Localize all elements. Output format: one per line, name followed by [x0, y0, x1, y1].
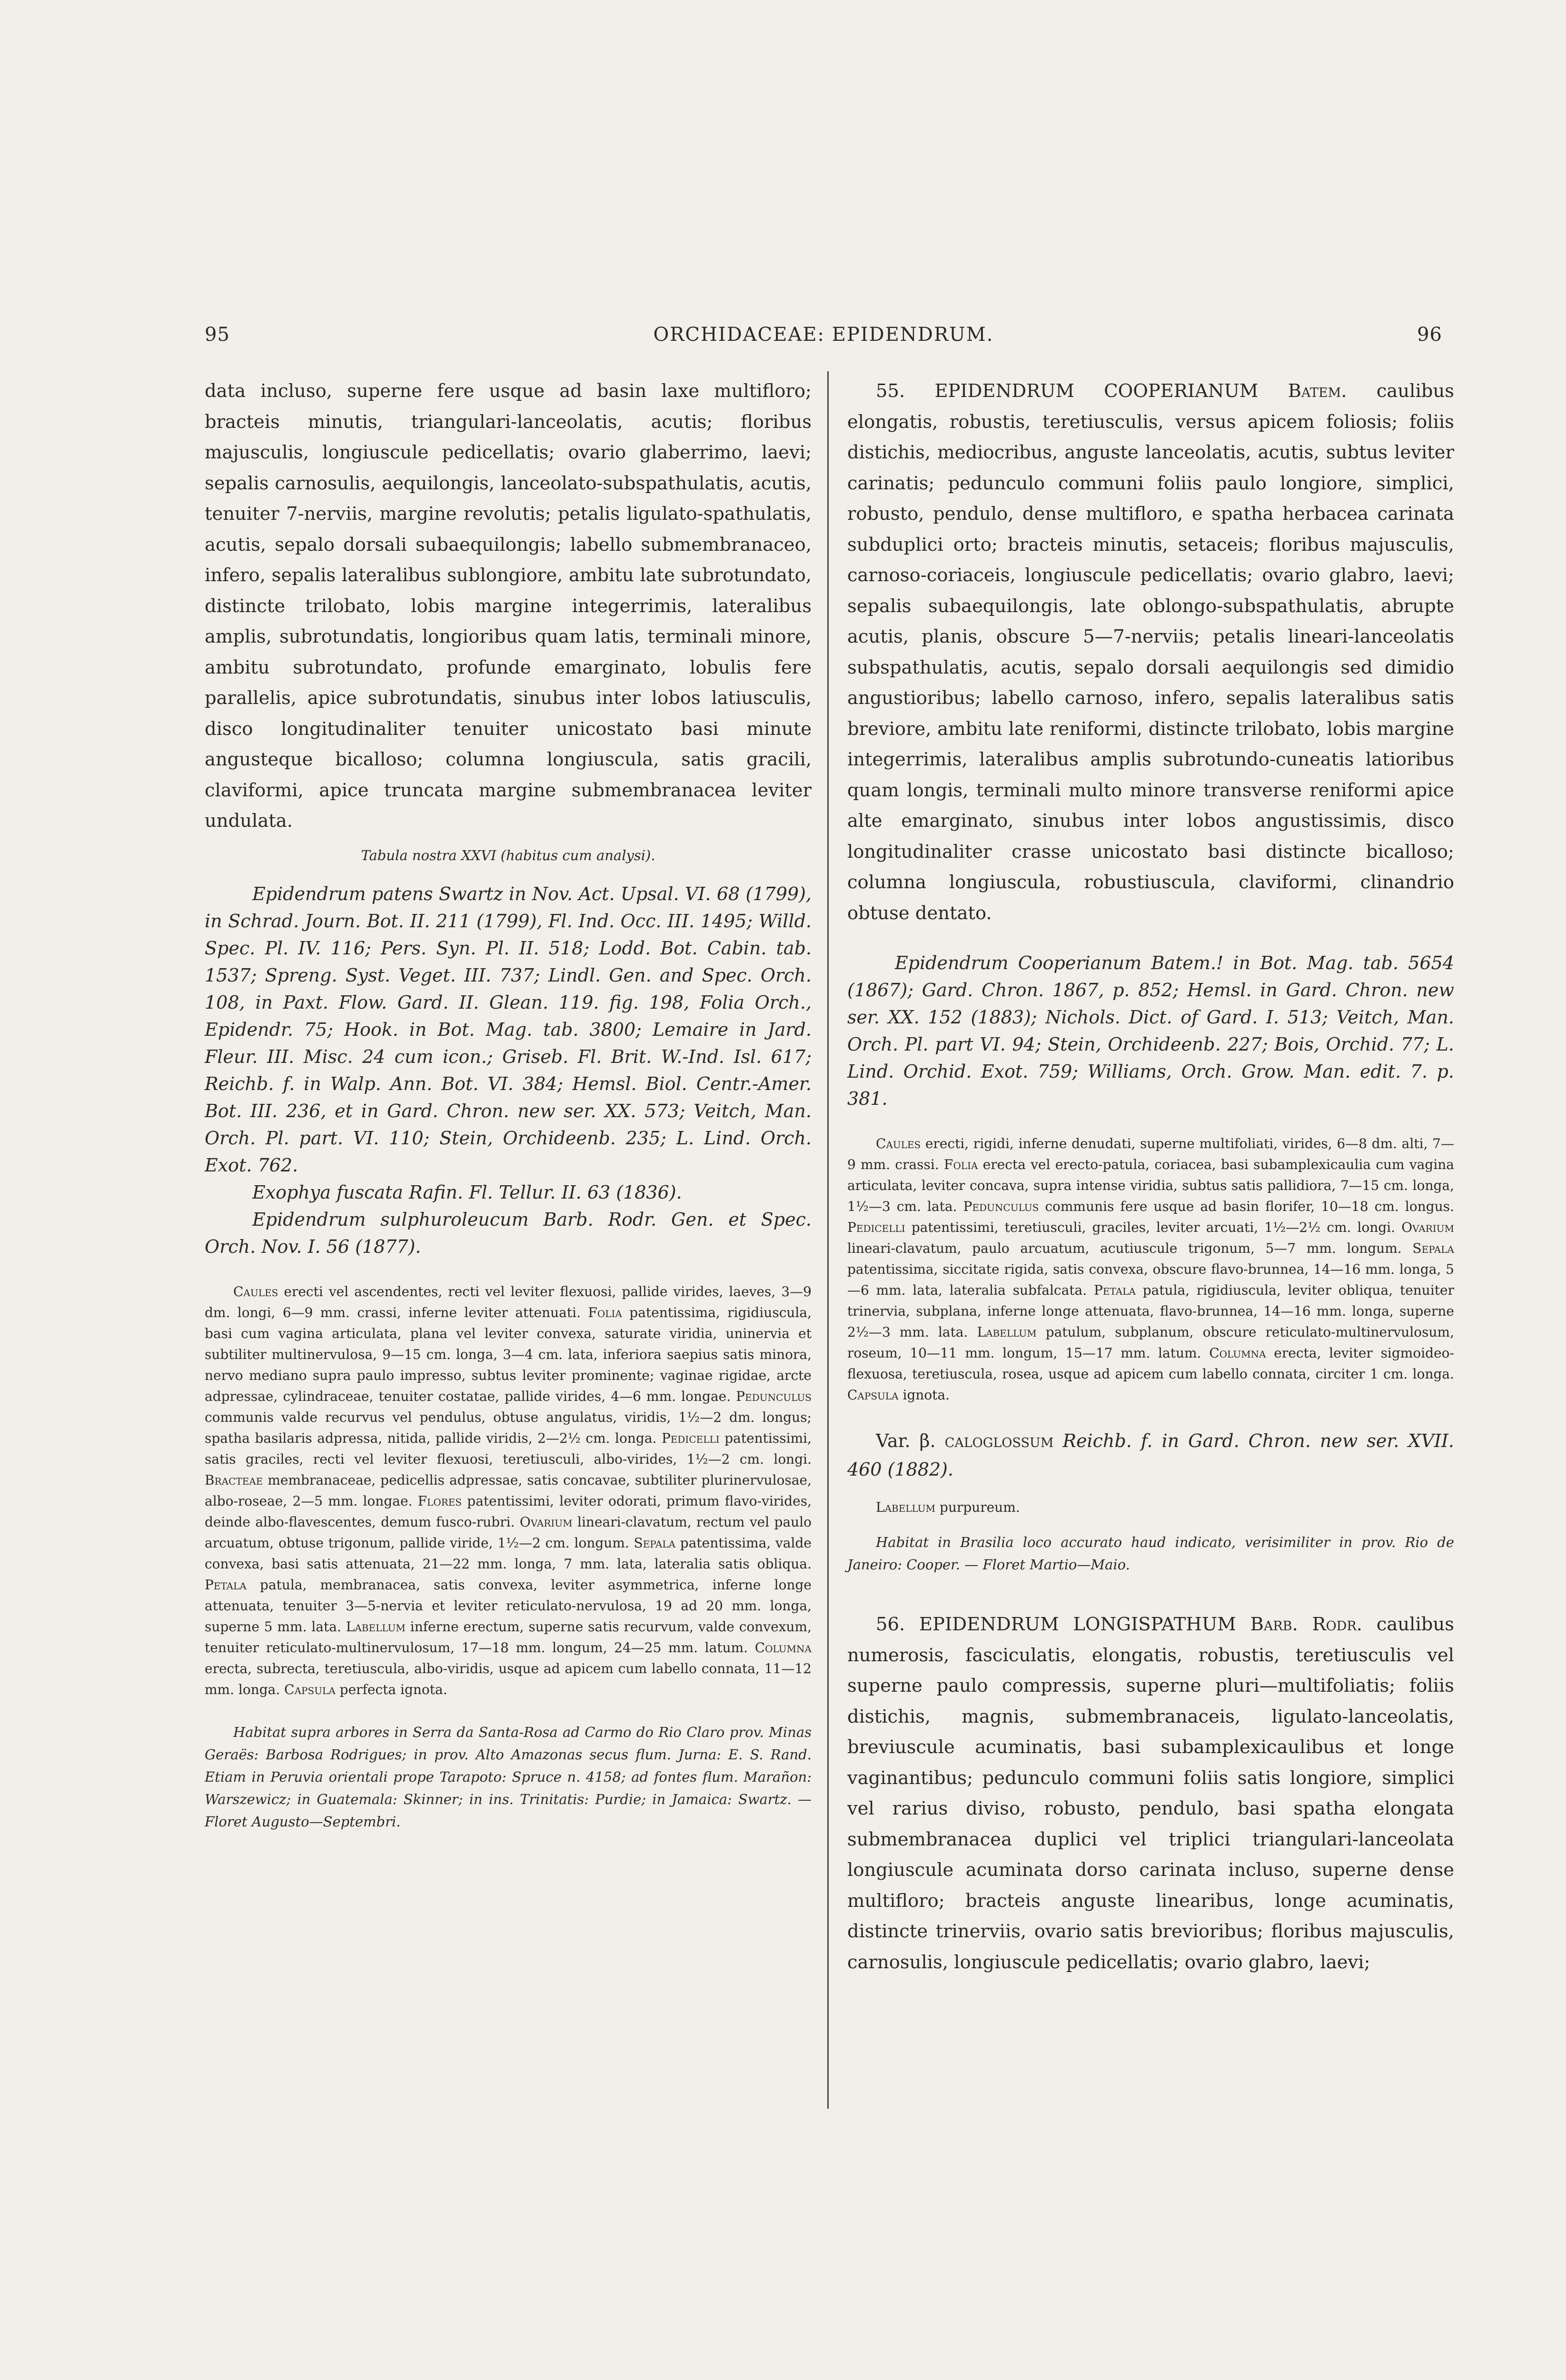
- species-55-description-part-label: Labellum: [977, 1324, 1037, 1340]
- synonymy-citation: Epidendrum patens Swartz in Nov. Act. Upsal. VI. 68 (1799), in Schrad. Journ. Bot. II. 211 (1799), Fl. Ind. Occ. III. 1495; Willd. Spec. Pl. IV. 116; Pers. Syn. Pl. II. 518; Lodd. Bot. Cabin. tab. 1537; Spreng. Syst. Veget. III. 737; Lindl. Gen. and Spec. Orch. 108, in Paxt. Flow. Gard. II. Glean. 119. fig. 198, Folia Orch., Epidendr. 75; Hook. in Bot. Mag. tab. 3800; Lemaire in Jard. Fleur. III. Misc. 24 cum icon.; Griseb. Fl. Brit. W.-Ind. Isl. 617; Reichb. f. in Walp. Ann. Bot. VI. 384; Hemsl. Biol. Centr.-Amer. Bot. III. 236, et in Gard. Chron. new ser. XX. 573; Veitch, Man. Orch. Pl. part. VI. 110; Stein, Orchideenb. 235; L. Lind. Orch. Exot. 762.: [205, 883, 812, 1176]
- species-55-detailed-description: [847, 1133, 1454, 1406]
- species-55-description-part-label: Caules: [876, 1136, 921, 1151]
- habitat-note: Habitat supra arbores in Serra da Santa-Rosa ad Carmo do Rio Claro prov. Minas Geraës: Barbosa Rodrigues; in prov. Alto Amazonas secus flum. Jurna: E. S. Rand. Etiam in Peruvia orientali prope Tarapoto: Spruce n. 4158; ad fontes flum. Marañon: Warszewicz; in Guatemala: Skinner; in ins. Trinitatis: Purdie; in Jamaica: Swartz. — Floret Augusto—Septembri.: [205, 1724, 812, 1830]
- species-description-continued: data incluso, superne fere usque ad basin laxe multifloro; bracteis minutis, triangulari-lanceolatis, acutis; floribus majusculis, longiuscule pedicellatis; ovario glaberrimo, laevi; sepalis carnosulis, aequilongis, lanceolato-subspathulatis, acutis, tenuiter 7-nerviis, margine revolutis; petalis ligulato-spathulatis, acutis, sepalo dorsali subaequilongis; labello submembranaceo, infero, sepalis lateralibus sublongiore, ambitu late subrotundato, distincte trilobato, lobis margine integerrimis, lateralibus amplis, subrotundatis, longioribus quam latis, terminali minore, ambitu subrotundato, profunde emarginato, lobulis fere parallelis, apice subrotundatis, sinubus inter lobos latiusculis, disco longitudinaliter tenuiter unicostato basi minute angusteque bicalloso; columna longiuscula, satis gracili, claviformi, apice truncata margine submembranacea leviter undulata.: [205, 380, 812, 832]
- description-part-label: Flores: [417, 1493, 462, 1509]
- species-55-description-part-label: Petala: [1094, 1282, 1136, 1298]
- species-55-heading: 55. EPIDENDRUM COOPERIANUM: [876, 380, 1259, 402]
- species-56-heading: 56. EPIDENDRUM LONGISPATHUM: [876, 1614, 1236, 1635]
- synonym-exophya: Exophya fuscata Rafin. Fl. Tellur. II. 63 (1836).: [252, 1181, 682, 1203]
- description-part-text: patentissimi, leviter odorati, primum flavo-virides, deinde albo-flavescentes, demum fusco-rubri.: [205, 1493, 812, 1530]
- species-55-description-part-text: erecta vel erecto-patula, coriacea, basi subamplexicaulia cum vagina articulata, leviter concava, supra intense viridia, subtus satis pallidiora, 7—15 cm. longa, 1½—3 cm. lata.: [847, 1157, 1454, 1214]
- description-part-label: Pedunculus: [736, 1388, 812, 1404]
- description-part-label: Labellum: [346, 1618, 406, 1635]
- species-55-description-part-text: ignota.: [898, 1387, 950, 1403]
- description-part-label: Folia: [588, 1304, 622, 1320]
- description-part-text: patula, membranacea, satis convexa, leviter asymmetrica, inferne longe attenuata, tenuiter 3—5-nervia et leviter reticulato-nervulosa, 19 ad 20 mm. longa, superne 5 mm. lata.: [205, 1577, 812, 1635]
- description-part-text: erecta, subrecta, teretiuscula, albo-viridis, usque ad apicem cum labello connata, 11—12 mm. longa.: [205, 1660, 812, 1697]
- variety-desc-label: Labellum: [876, 1499, 936, 1515]
- species-55-entry: [847, 376, 1454, 929]
- species-55-description-part-label: Pedunculus: [963, 1199, 1039, 1214]
- description-part-label: Petala: [205, 1577, 247, 1593]
- page-header: [205, 324, 1442, 362]
- description-part-text: lineari-clavatum, rectum vel paulo arcuatum, obtuse trigonum, pallide viride, 1½—2 cm. longum.: [205, 1514, 812, 1551]
- species-55-description-part-text: lineari-clavatum, paulo arcuatum, acutiuscule trigonum, 5—7 mm. longum.: [847, 1240, 1413, 1256]
- description-part-label: Columna: [754, 1639, 812, 1656]
- page-number-left: 95: [205, 324, 230, 346]
- running-title: ORCHIDACEAE: EPIDENDRUM.: [653, 324, 994, 346]
- description-part-label: Ovarium: [519, 1514, 573, 1530]
- description-part-text: erecti vel ascendentes, recti vel leviter flexuosi, pallide virides, laeves, 3—9 dm. longi, 6—9 mm. crassi, inferne leviter attenuati.: [205, 1283, 812, 1320]
- variety-citation: Reichb. f. in Gard. Chron. new ser. XVII. 460 (1882).: [847, 1430, 1454, 1480]
- column-divider: [827, 371, 829, 2109]
- species-55-description-part-text: erecti, rigidi, inferne denudati, superne multifoliati, virides, 6—8 dm. alti, 7—9 mm. crassi.: [847, 1136, 1454, 1172]
- species-56-entry: [847, 1609, 1454, 1978]
- species-55-description-part-text: patulum, subplanum, obscure reticulato-multinervulosum, roseum, 10—11 mm. longum, 15—17 mm. latum.: [847, 1324, 1455, 1361]
- species-56-diagnosis: caulibus numerosis, fasciculatis, elongatis, robustis, teretiusculis vel superne paulo compressis, superne pluri—multifoliatis; foliis distichis, magnis, submembranaceis, ligulato-lanceolatis, breviuscule acuminatis, basi subamplexicaulibus et longe vaginantibus; pedunculo communi foliis satis longiore, simplici vel rarius diviso, robusto, pendulo, basi spatha elongata submembranacea duplici vel triplici triangulari-lanceolata longiuscule acuminata dorso carinata incluso, superne dense multifloro; bracteis anguste linearibus, longe acuminatis, distincte trinerviis, ovario satis brevioribus; floribus majusculis, carnosulis, longiuscule pedicellatis; ovario glabro, laevi;: [847, 1614, 1454, 1973]
- description-part-text: perfecta ignota.: [335, 1681, 447, 1697]
- variety-entry: [847, 1427, 1454, 1484]
- species-55-description-part-label: Ovarium: [1401, 1220, 1454, 1235]
- description-part-text: communis valde recurvus vel pendulus, obtuse angulatus, viridis, 1½—2 dm. longus; spatha basilaris adpressa, nitida, pallide viridis, 2—2½ cm. longa.: [205, 1409, 812, 1446]
- variety-name: caloglossum: [944, 1430, 1054, 1451]
- description-part-label: Bracteae: [205, 1472, 263, 1488]
- species-55-description-part-label: Capsula: [847, 1387, 899, 1403]
- description-part-text: inferne erectum, superne satis recurvum, valde convexum, tenuiter reticulato-multinervulosum, 17—18 mm. longum, 24—25 mm. latum.: [205, 1618, 812, 1656]
- variety-label: Var. β.: [876, 1430, 936, 1451]
- species-55-description-part-text: erecta, leviter sigmoideo-flexuosa, teretiuscula, rosea, usque ad apicem cum labello connata, circiter 1 cm. longa.: [847, 1345, 1454, 1382]
- description-part-label: Caules: [233, 1283, 278, 1299]
- variety-desc-text: purpureum.: [935, 1499, 1020, 1515]
- plate-reference: Tabula nostra XXVI (habitus cum analysi).: [361, 847, 655, 863]
- description-part-label: Pedicelli: [661, 1430, 720, 1446]
- species-55-description-part-label: Pedicelli: [847, 1220, 905, 1235]
- description-part-text: patentissima, rigidiuscula, basi cum vagina articulata, plana vel leviter convexa, saturate viridia, uninervia et subtiliter multinervulosa, 9—15 cm. longa, 3—4 cm. lata, inferiora saepius satis minora, nervo mediano supra paulo impresso, subtus leviter prominente; vaginae rigidae, arcte adpressae, cylindraceae, tenuiter costatae, pallide virides, 4—6 mm. longae.: [205, 1304, 812, 1404]
- species-55-description-part-label: Sepala: [1412, 1240, 1454, 1256]
- species-55-habitat: Habitat in Brasilia loco accurato haud indicato, verisimiliter in prov. Rio de Janeiro: Cooper. — Floret Martio—Maio.: [847, 1534, 1454, 1573]
- description-part-label: Capsula: [284, 1681, 336, 1697]
- species-55-description-part-text: communis fere usque ad basin florifer, 10—18 cm. longus.: [1039, 1199, 1454, 1214]
- species-55-description-part-text: patentissimi, teretiusculi, graciles, leviter arcuati, 1½—2½ cm. longi.: [905, 1220, 1402, 1235]
- species-55-description-part-label: Folia: [944, 1157, 978, 1172]
- species-55-description-part-text: patula, rigidiuscula, leviter obliqua, tenuiter trinervia, subplana, inferne longe attenuata, flavo-brunnea, 14—16 mm. longa, superne 2½—3 mm. lata.: [847, 1282, 1455, 1340]
- species-56-author: Barb. Rodr.: [1250, 1614, 1363, 1635]
- species-55-diagnosis: caulibus elongatis, robustis, teretiusculis, versus apicem foliosis; foliis distichis, mediocribus, anguste lanceolatis, acutis, subtus leviter carinatis; pedunculo communi foliis paulo longiore, simplici, robusto, pendulo, dense multifloro, e spatha herbacea carinata subduplici orto; bracteis minutis, setaceis; floribus majusculis, carnoso-coriaceis, longiuscule pedicellatis; ovario glabro, laevi; sepalis subaequilongis, late oblongo-subspathulatis, abrupte acutis, planis, obscure 5—7-nerviis; petalis lineari-lanceolatis subspathulatis, acutis, sepalo dorsali aequilongis sed dimidio angustioribus; labello carnoso, infero, sepalis lateralibus satis breviore, ambitu late reniformi, distincte trilobato, lobis margine integerrimis, lateralibus amplis subrotundo-cuneatis latioribus quam longis, terminali multo minore transverse reniformi apice alte emarginato, sinubus inter lobos angustissimis, disco longitudinaliter crasse unicostato basi distincte bicalloso; columna longiuscula, robustiuscula, claviformi, clinandrio obtuse dentato.: [847, 380, 1454, 924]
- synonym-sulphuroleucum: Epidendrum sulphuroleucum Barb. Rodr. Gen. et Spec. Orch. Nov. I. 56 (1877).: [205, 1209, 812, 1257]
- species-55-description-part-label: Columna: [1209, 1345, 1266, 1361]
- description-part-label: Sepala: [634, 1535, 676, 1551]
- description-part-text: patentissima, valde convexa, basi satis attenuata, 21—22 mm. longa, 7 mm. lata, lateralia satis obliqua.: [205, 1535, 812, 1572]
- detailed-description: [205, 1281, 812, 1700]
- description-part-text: patentissimi, satis graciles, recti vel leviter flexuosi, teretiusculi, albo-virides, 1½—2 cm. longi.: [205, 1430, 812, 1467]
- left-column: [205, 376, 812, 1833]
- page-number-right: 96: [1417, 324, 1442, 346]
- description-part-text: membranaceae, pedicellis adpressae, satis concavae, subtiliter plurinervulosae, albo-roseae, 2—5 mm. longae.: [205, 1472, 812, 1509]
- species-55-author: Batem.: [1288, 380, 1347, 402]
- right-column: [847, 376, 1454, 1978]
- species-55-citation: Epidendrum Cooperianum Batem.! in Bot. Mag. tab. 5654 (1867); Gard. Chron. 1867, p. 852; Hemsl. in Gard. Chron. new ser. XX. 152 (1883); Nichols. Dict. of Gard. I. 513; Veitch, Man. Orch. Pl. part VI. 94; Stein, Orchideenb. 227; Bois, Orchid. 77; L. Lind. Orchid. Exot. 759; Williams, Orch. Grow. Man. edit. 7. p. 381.: [847, 952, 1454, 1109]
- variety-description: [847, 1497, 1454, 1518]
- species-55-description-part-text: patentissima, siccitate rigida, satis convexa, obscure flavo-brunnea, 14—16 mm. longa, 5—6 mm. lata, lateralia subfalcata.: [847, 1261, 1454, 1298]
